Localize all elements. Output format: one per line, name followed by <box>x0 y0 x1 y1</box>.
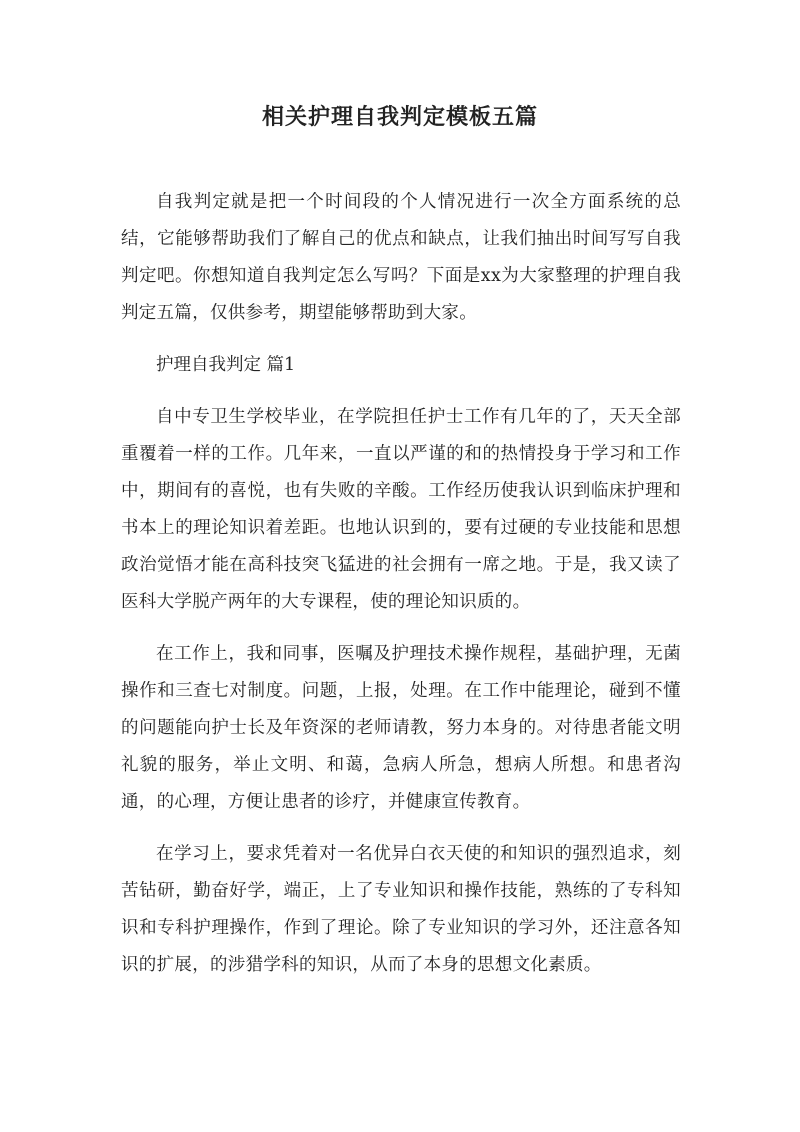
body-paragraph: 自中专卫生学校毕业，在学院担任护士工作有几年的了，天天全部重覆着一样的工作。几年来，一直以严谨的和的热情投身于学习和工作中，期间有的喜悦，也有失败的辛酸。工作经历使我认识到临床护理和书本上的理论知识着差距。也地认识到的，要有过硬的专业技能和思想政治觉悟才能在高科技突飞猛进的社会拥有一席之地。于是，我又读了医科大学脱产两年的大专课程，使的理论知识质的。 <box>121 407 681 612</box>
body-paragraph: 在工作上，我和同事，医嘱及护理技术操作规程，基础护理，无菌操作和三查七对制度。问题，上报，处理。在工作中能理论，碰到不懂的问题能向护士长及年资深的老师请教，努力本身的。对待患者能文明礼貌的服务，举止文明、和蔼，急病人所急，想病人所想。和患者沟通，的心理，方便让患者的诊疗，并健康宣传教育。 <box>121 644 681 812</box>
page-title: 相关护理自我判定模板五篇 <box>261 104 538 130</box>
document-body <box>121 184 681 999</box>
section-heading: 护理自我判定 篇1 <box>156 355 296 375</box>
intro-paragraph: 自我判定就是把一个时间段的个人情况进行一次全方面系统的总结，它能够帮助我们了解自己的优点和缺点，让我们抽出时间写写自我判定吧。你想知道自我判定怎么写吗？下面是xx为大家整理的护理自我判定五篇，仅供参考，期望能够帮助到大家。 <box>121 192 681 323</box>
body-paragraph: 在学习上，要求凭着对一名优异白衣天使的和知识的强烈追求，刻苦钻研，勤奋好学，端正，上了专业知识和操作技能，熟练的了专科知识和专科护理操作，作到了理论。除了专业知识的学习外，还注意各知识的扩展，的涉猎学科的知识，从而了本身的思想文化素质。 <box>121 844 681 975</box>
